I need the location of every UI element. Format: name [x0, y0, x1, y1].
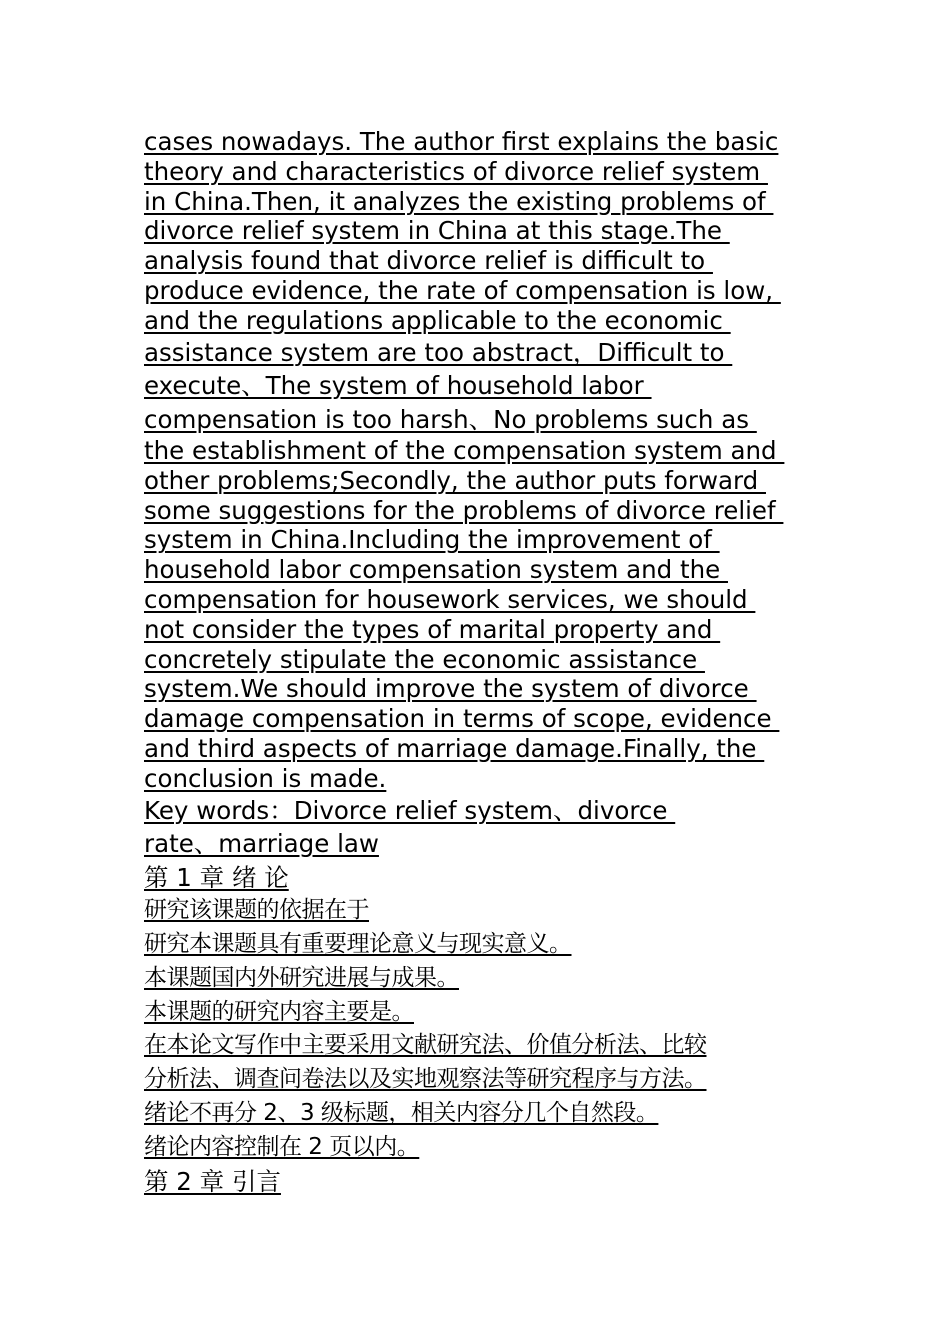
abstract-line: system.We should improve the system of divorce	[144, 674, 757, 704]
abstract-line: some suggestions for the problems of divorce relief	[144, 495, 784, 525]
abstract-line: in China.Then, it analyzes the existing problems of	[144, 186, 774, 216]
abstract-line: system in China.Including the improvement of	[144, 525, 720, 555]
keywords-block	[144, 794, 810, 861]
abstract-english	[144, 127, 810, 794]
chapter-1-body	[144, 894, 810, 1164]
abstract-line: the establishment of the compensation system and	[144, 436, 785, 466]
chapter-1-line: 本课题的研究内容主要是。	[144, 998, 414, 1025]
chapter-1-line: 绪论内容控制在 2 页以内。	[144, 1133, 420, 1160]
abstract-line: damage compensation in terms of scope, evidence	[144, 704, 780, 734]
chapter-1-line: 本课题国内外研究进展与成果。	[144, 964, 459, 991]
abstract-line: household labor compensation system and the	[144, 555, 728, 585]
chapter-2-heading: 第 2 章 引言	[144, 1166, 281, 1196]
abstract-line: concretely stipulate the economic assistance	[144, 644, 705, 674]
abstract-line: analysis found that divorce relief is difficult to	[144, 246, 713, 276]
abstract-line: conclusion is made.	[144, 763, 387, 793]
keywords-line: rate、marriage law	[144, 829, 379, 859]
abstract-line: and the regulations applicable to the economic	[144, 305, 731, 335]
abstract-line: cases nowadays. The author first explains the basic	[144, 127, 779, 156]
abstract-line: divorce relief system in China at this stage.The	[144, 216, 730, 246]
abstract-line: assistance system are too abstract，Difficult to	[144, 337, 733, 367]
chapter-1-line: 绪论不再分 2、3 级标题，相关内容分几个自然段。	[144, 1099, 659, 1126]
chapter-1-line: 研究本课题具有重要理论意义与现实意义。	[144, 930, 572, 957]
page-content	[144, 127, 810, 1198]
chapter-1-line: 在本论文写作中主要采用文献研究法、价值分析法、比较	[144, 1032, 707, 1059]
abstract-line: compensation for housework services, we should	[144, 585, 756, 615]
abstract-line: compensation is too harsh、No problems such as	[144, 404, 757, 434]
chapter-1-line: 研究该课题的依据在于	[144, 897, 369, 924]
chapter-1-heading: 第 1 章 绪 论	[144, 862, 289, 892]
chapter-1-line: 分析法、调查问卷法以及实地观察法等研究程序与方法。	[144, 1066, 707, 1093]
abstract-line: not consider the types of marital property and	[144, 614, 721, 644]
abstract-line: execute、The system of household labor	[144, 371, 652, 401]
abstract-line: produce evidence, the rate of compensation is low,	[144, 275, 781, 305]
keywords-line: Key words：Divorce relief system、divorce	[144, 795, 676, 825]
abstract-line: and third aspects of marriage damage.Finally, the	[144, 734, 765, 764]
abstract-line: other problems;Secondly, the author puts forward	[144, 465, 766, 495]
abstract-line: theory and characteristics of divorce relief system	[144, 156, 768, 186]
